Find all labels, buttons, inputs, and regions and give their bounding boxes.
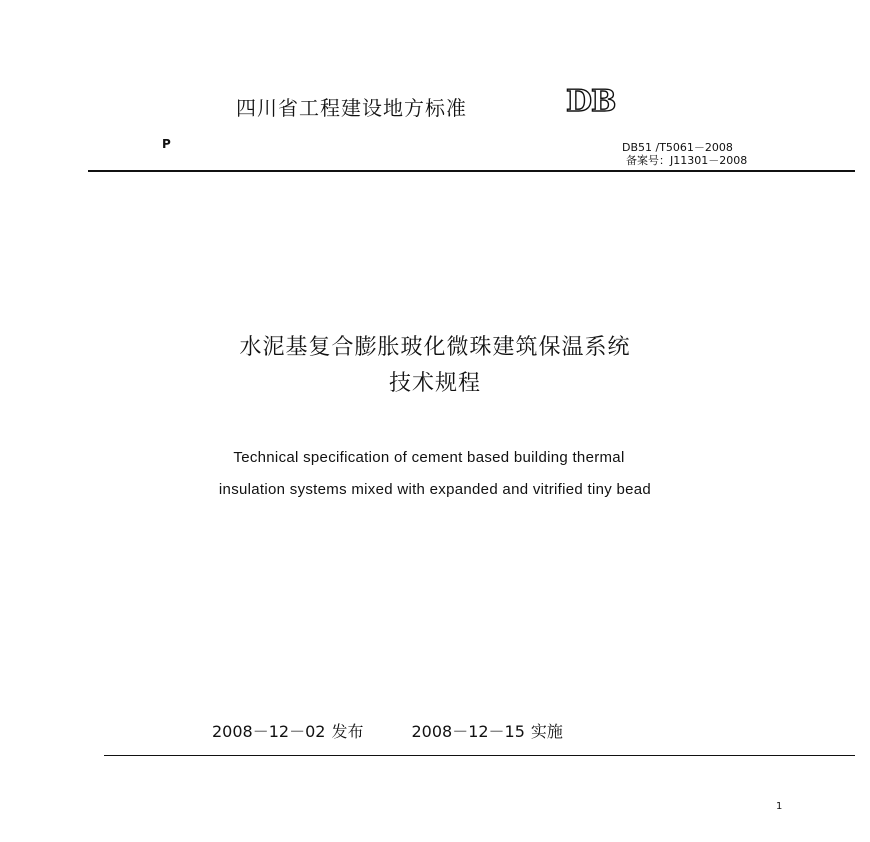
effective-date: 2008－12－15 <box>411 722 525 741</box>
classification-code: P <box>162 137 171 151</box>
effective-label: 实施 <box>530 722 563 741</box>
db-logo: DB <box>566 84 616 119</box>
issuer-title: 四川省工程建设地方标准 <box>236 96 467 120</box>
page-number: 1 <box>776 801 783 812</box>
date-line <box>212 719 563 742</box>
issue-label: 发布 <box>331 722 364 741</box>
issue-date: 2008－12－02 <box>212 722 326 741</box>
header-divider <box>88 170 855 172</box>
english-title-line-1: Technical specification of cement based building thermal <box>233 449 625 466</box>
footer-divider <box>104 755 855 756</box>
english-title-line-2: insulation systems mixed with expanded and vitrified tiny bead <box>218 481 652 498</box>
chinese-title-line-2: 技术规程 <box>388 371 481 396</box>
chinese-title-line-1: 水泥基复合膨胀玻化微珠建筑保温系统 <box>239 335 631 360</box>
standard-number: DB51 /T5061－2008 <box>622 141 733 154</box>
record-number: 备案号：J11301－2008 <box>626 154 748 167</box>
